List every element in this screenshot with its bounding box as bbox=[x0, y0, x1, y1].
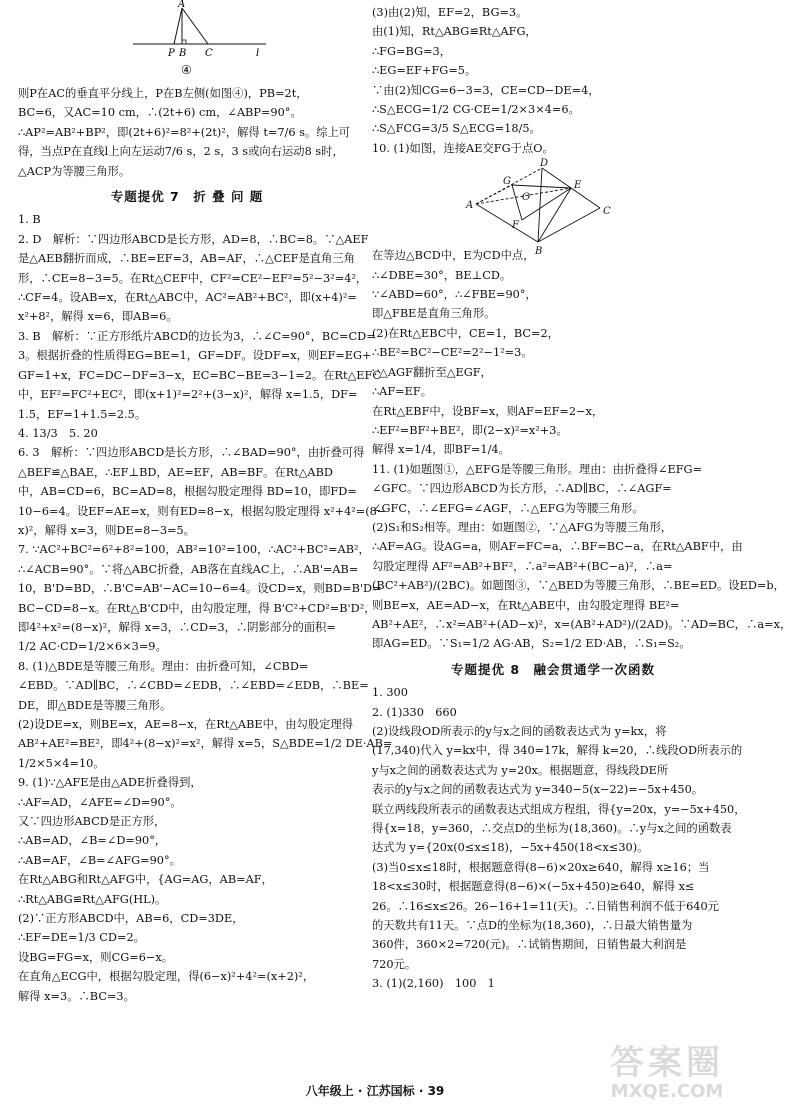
fig10-label-a: A bbox=[466, 200, 474, 212]
answer-line: (2)S₁和S₂相等。理由：如题图②，∵△AFG为等腰三角形， bbox=[372, 520, 673, 534]
fig4-label-c: C bbox=[205, 48, 213, 59]
answer-line: AB²+AE²，∴x²=AB²+(AD−x)²，x=(AB²+AD²)/(2AD)。∵AD=BC，∴a=x， bbox=[372, 617, 791, 631]
answer-line: ∠GFC。∵四边形ABCD为长方形，∴AD∥BC，∴∠AGF= bbox=[372, 482, 672, 496]
answer-line: 又∵四边形ABCD是正方形， bbox=[18, 815, 166, 829]
fig4-label-p: P bbox=[168, 48, 175, 59]
fig10-label-d: D bbox=[540, 158, 549, 170]
answer-line: 720元。 bbox=[372, 957, 417, 971]
fig10-seg-ab bbox=[476, 204, 538, 242]
fig10-label-g: G bbox=[503, 176, 511, 188]
answer-line: 360件，360×2=720(元)。∴试销售期间，日销售最大利润是 bbox=[372, 938, 687, 952]
fig4-label-b: B bbox=[179, 48, 187, 59]
answer-line: 解得 x=1/4，即BF=1/4。 bbox=[372, 443, 510, 457]
watermark-top-text: 答案圈 bbox=[610, 1043, 724, 1083]
answer-line: ∴AF=AD，∠AFE=∠D=90°。 bbox=[18, 795, 182, 809]
answer-line: ∴∠ACB=90°。∵将△ABC折叠，AB落在直线AC上，∴AB'=AB= bbox=[18, 562, 359, 576]
answer-line: 2. D 解析：∵四边形ABCD是长方形，AD=8，∴BC=8。∵△AEF bbox=[18, 232, 369, 246]
answer-line: 10−6=4。设EF=AE=x，则有ED=8−x，根据勾股定理得 x²+4²=(8− bbox=[18, 504, 387, 518]
left-top-block bbox=[18, 84, 356, 181]
answer-line: ∴Rt△ABG≌Rt△AFG(HL)。 bbox=[18, 892, 167, 906]
answer-line: 的天数共有11天。∵点D的坐标为(18,360)，∴日最大销售量为 bbox=[372, 919, 693, 933]
answer-line: 形，∴CE=8−3=5。在Rt△CEF中，CF²=CE²−EF²=5²−3²=4²， bbox=[18, 271, 368, 285]
text-line: 则P在AC的垂直平分线上，P在B左侧(如图④)，PB=2t， bbox=[18, 87, 308, 100]
fig10-seg-gf bbox=[512, 185, 522, 220]
answer-line: 1.5，EF=1+1.5=2.5。 bbox=[18, 407, 147, 421]
text-line: ∵由(2)知CG=6−3=3，CE=CD−DE=4， bbox=[372, 83, 600, 97]
answer-line: 18<x≤30时，根据题意得(8−6)×(−5x+450)≥640，解得 x≤ bbox=[372, 880, 695, 894]
answer-line: 在Rt△EBF中，设BF=x，则AF=EF=2−x， bbox=[372, 404, 604, 418]
text-line: ∴S△FCG=3/5 S△ECG=18/5。 bbox=[372, 122, 541, 136]
fig4-seg-ac bbox=[182, 8, 208, 44]
fig4-label-a: A bbox=[178, 0, 186, 10]
text-line: △ACP为等腰三角形。 bbox=[18, 164, 131, 178]
fig4-seg-ap bbox=[174, 8, 182, 44]
answer-line: BC−CD=8−x。在Rt△B'CD中，由勾股定理，得 B'C²+CD²=B'D²， bbox=[18, 601, 376, 615]
answer-line: 即AG=ED。∵S₁=1/2 AG·AB，S₂=1/2 ED·AB，∴S₁=S₂。 bbox=[372, 637, 691, 651]
answer-line: AB²+AE²=BE²，即4²+(8−x)²=x²，解得 x=5，S△BDE=1/2 DE·AB= bbox=[18, 737, 393, 751]
answer-line: 6. 3 解析：∵四边形ABCD是长方形，∴∠BAD=90°，由折叠可得 bbox=[18, 446, 365, 460]
answer-line: 则BE=x，AE=AD−x，在Rt△ABE中，由勾股定理得 BE²= bbox=[372, 598, 680, 612]
answer-line: ∠EBD。∵AD∥BC，∴∠CBD=∠EDB，∴∠EBD=∠EDB，∴BE= bbox=[18, 679, 369, 693]
right-column bbox=[372, 0, 791, 994]
answer-line: ∴AF=EF。 bbox=[372, 385, 433, 399]
answer-line: 达式为 y={20x(0≤x≤18)，−5x+450(18<x≤30)。 bbox=[372, 841, 649, 855]
answer-line: 中，AB=CD=6，BC=AD=8，根据勾股定理得 BD=10，即FD= bbox=[18, 485, 357, 499]
watermark-logo bbox=[592, 1044, 742, 1108]
answer-line: (17,340)代入 y=kx中，得 340=17k，解得 k=20，∴线段OD所表示的 bbox=[372, 744, 743, 758]
answer-line: (BC²+AB²)/(2BC)。如题图③，∵△BED为等腰三角形，∴BE=ED。设ED=b， bbox=[372, 579, 785, 593]
answer-line: (2)设DE=x，则BE=x，AE=8−x，在Rt△ABE中，由勾股定理得 bbox=[18, 718, 354, 731]
fig10-seg-bc bbox=[538, 208, 600, 242]
answer-line: 即△FBE是直角三角形。 bbox=[372, 307, 496, 321]
answer-line: △BEF≌△BAE，∴EF⊥BD，AE=EF，AB=BF。在Rt△ABD bbox=[18, 465, 333, 479]
text-line: ∴EG=EF+FG=5。 bbox=[372, 64, 477, 78]
fig10-seg-db bbox=[538, 168, 542, 242]
answer-line: (2)∵正方形ABCD中，AB=6，CD=3DE， bbox=[18, 912, 244, 926]
answer-line: 联立两线段所表示的函数表达式组成方程组，得{y=20x，y=−5x+450， bbox=[372, 802, 746, 816]
answer-line: ∴EF=DE=1/3 CD=2。 bbox=[18, 931, 145, 945]
answer-line: 在等边△BCD中，E为CD中点， bbox=[372, 249, 535, 263]
answer-line: 在Rt△ABG和Rt△AFG中，{AG=AG，AB=AF， bbox=[18, 873, 273, 887]
text-line: (3)由(2)知，EF=2，BG=3。 bbox=[372, 6, 528, 19]
answer-line: (2)在Rt△EBC中，CE=1，BC=2， bbox=[372, 326, 559, 340]
answer-line: GF=1+x，FC=DC−DF=3−x，EC=BC−BE=3−1=2。在Rt△EFC bbox=[18, 368, 381, 382]
answer-line: 1. B bbox=[18, 213, 41, 227]
answer-line: ∴AB=AD，∠B=∠D=90°， bbox=[18, 834, 167, 848]
text-line: ∴S△ECG=1/2 CG·CE=1/2×3×4=6。 bbox=[372, 103, 580, 117]
answer-line: 3. B 解析：∵正方形纸片ABCD的边长为3，∴∠C=90°，BC=CD= bbox=[18, 329, 376, 343]
answer-line: ∵△AGF翻折至△EGF， bbox=[372, 365, 492, 379]
answer-line: 1/2×5×4=10。 bbox=[18, 756, 105, 770]
fig10-label-b: B bbox=[535, 246, 543, 258]
right-mid-block bbox=[372, 246, 791, 654]
answer-line: y与x之间的函数表达式为 y=20x。根据题意，得线段DE所 bbox=[372, 763, 669, 777]
text-line: 10. (1)如图，连接AE交FG于点O。 bbox=[372, 141, 554, 155]
text-line: ∴AP²=AB²+BP²，即(2t+6)²=8²+(2t)²，解得 t=7/6 s。综上可 bbox=[18, 125, 351, 139]
answer-line: ∴CF=4。设AB=x，在Rt△ABC中，AC²=AB²+BC²，即(x+4)²= bbox=[18, 291, 357, 305]
answer-line: ∴AF=AG。设AG=a，则AF=FC=a，∴BF=BC−a，在Rt△ABF中，由 bbox=[372, 540, 743, 554]
right-bottom-block bbox=[372, 683, 746, 994]
text-line: 得，当点P在直线l上向左运动7/6 s，2 s，3 s或向右运动8 s时， bbox=[18, 145, 344, 159]
answer-line: 10，B'D=BD，∴B'C=AB'−AC=10−6=4。设CD=x，则BD=B'D= bbox=[18, 582, 382, 596]
answer-line: ∠GFC，∴∠EFG=∠AGF，∴△EFG为等腰三角形。 bbox=[372, 501, 644, 515]
answer-line: ∴EF²=BF²+BE²，即(2−x)²=x²+3。 bbox=[372, 423, 568, 437]
answer-line: ∵∠ABD=60°，∴∠FBE=90°， bbox=[372, 288, 537, 302]
answer-line: ∴AB=AF，∠B=∠AFG=90°。 bbox=[18, 853, 181, 867]
fig10-dash-ag bbox=[476, 185, 512, 204]
text-line: 由(1)知，Rt△ABG≌Rt△AFG， bbox=[372, 25, 537, 39]
fig10-label-o: O bbox=[522, 192, 531, 204]
answer-line: 是△AEB翻折而成，∴BE=EF=3，AB=AF，∴△CEF是直角三角 bbox=[18, 252, 355, 266]
answer-line: 9. (1)∵△AFE是由△ADE折叠得到， bbox=[18, 776, 202, 790]
fig4-label-l: l bbox=[256, 48, 260, 59]
answer-line: 11. (1)如题图①，△EFG是等腰三角形。理由：由折叠得∠EFG= bbox=[372, 462, 703, 476]
text-line: ∴FG=BG=3， bbox=[372, 44, 452, 58]
answer-line: ∴BE²=BC²−CE²=2²−1²=3。 bbox=[372, 346, 533, 360]
fig10-seg-be bbox=[538, 188, 571, 242]
answer-line: (2)设线段OD所表示的y与x之间的函数表达式为 y=kx，将 bbox=[372, 725, 667, 738]
answer-line: 8. (1)△BDE是等腰三角形。理由：由折叠可知，∠CBD= bbox=[18, 659, 309, 673]
answer-line: 26。∴16≤x≤26。26−16+1=11(天)。∴日销售利润不低于640元 bbox=[372, 899, 719, 913]
answer-line: 4. 13/3 5. 20 bbox=[18, 426, 98, 440]
section-heading-7: 专题提优 7 折 叠 问 题 bbox=[110, 189, 264, 205]
answer-line: 2. (1)330 660 bbox=[372, 705, 457, 719]
page-footer: 八年级上 · 江苏国标 · 39 bbox=[305, 1084, 445, 1098]
fig10-label-f: F bbox=[512, 220, 519, 232]
answer-line: 即4²+x²=(8−x)²，解得 x=3，∴CD=3，∴阴影部分的面积= bbox=[18, 620, 336, 634]
answer-line: 设BG=FG=x，则CG=6−x。 bbox=[18, 950, 174, 964]
text-line: BC=6，又AC=10 cm，∴(2t+6) cm，∠ABP=90°。 bbox=[18, 106, 302, 120]
watermark-bottom-text: MXQE.COM bbox=[610, 1081, 724, 1102]
answer-line: 表示的y与x之间的函数表达式为 y=340−5(x−22)=−5x+450。 bbox=[372, 783, 704, 797]
answer-line: 1/2 AC·CD=1/2×6×3=9。 bbox=[18, 640, 167, 654]
answer-line: 在直角△ECG中，根据勾股定理，得(6−x)²+4²=(x+2)²， bbox=[18, 970, 315, 984]
fig10-label-c: C bbox=[603, 206, 611, 218]
answer-line: x²+8²，解得 x=6，即AB=6。 bbox=[18, 310, 178, 324]
answer-line: 勾股定理得 AF²=AB²+BF²，∴a²=AB²+(BC−a)²，∴a= bbox=[372, 559, 673, 573]
fig4-caption: ④ bbox=[181, 63, 192, 77]
fig4-right-angle bbox=[182, 40, 186, 44]
answer-line: 7. ∵AC²+BC²=6²+8²=100，AB²=10²=100，∴AC²+BC²=AB²， bbox=[18, 543, 370, 557]
answer-line: 3。根据折叠的性质得EG=BE=1，GF=DF。设DF=x，则EF=EG+ bbox=[18, 349, 372, 363]
answer-line: DE，即△BDE是等腰三角形。 bbox=[18, 698, 172, 712]
answer-line: 1. 300 bbox=[372, 686, 408, 700]
answer-line: ∴∠DBE=30°，BE⊥CD。 bbox=[372, 268, 512, 282]
answer-line: 中，EF²=FC²+EC²，即(x+1)²=2²+(3−x)²，解得 x=1.5，DF= bbox=[18, 388, 358, 402]
right-top-block bbox=[372, 3, 734, 158]
answer-line: x)²，解得 x=3，则DE=8−3=5。 bbox=[18, 523, 195, 537]
answer-line: 3. (1)(2,160) 100 1 bbox=[372, 977, 495, 991]
section-heading-8: 专题提优 8 融会贯通学一次函数 bbox=[450, 661, 656, 677]
figure-4 bbox=[18, 0, 356, 84]
answer-line: (3)当0≤x≤18时，根据题意得(8−6)×20x≥640，解得 x≥16；当 bbox=[372, 860, 710, 874]
answer-line: 得{x=18，y=360，∴交点D的坐标为(18,360)。∴y与x之间的函数表 bbox=[372, 822, 732, 836]
answer-line: 解得 x=3。∴BC=3。 bbox=[18, 989, 135, 1003]
fig10-label-e: E bbox=[574, 180, 582, 192]
